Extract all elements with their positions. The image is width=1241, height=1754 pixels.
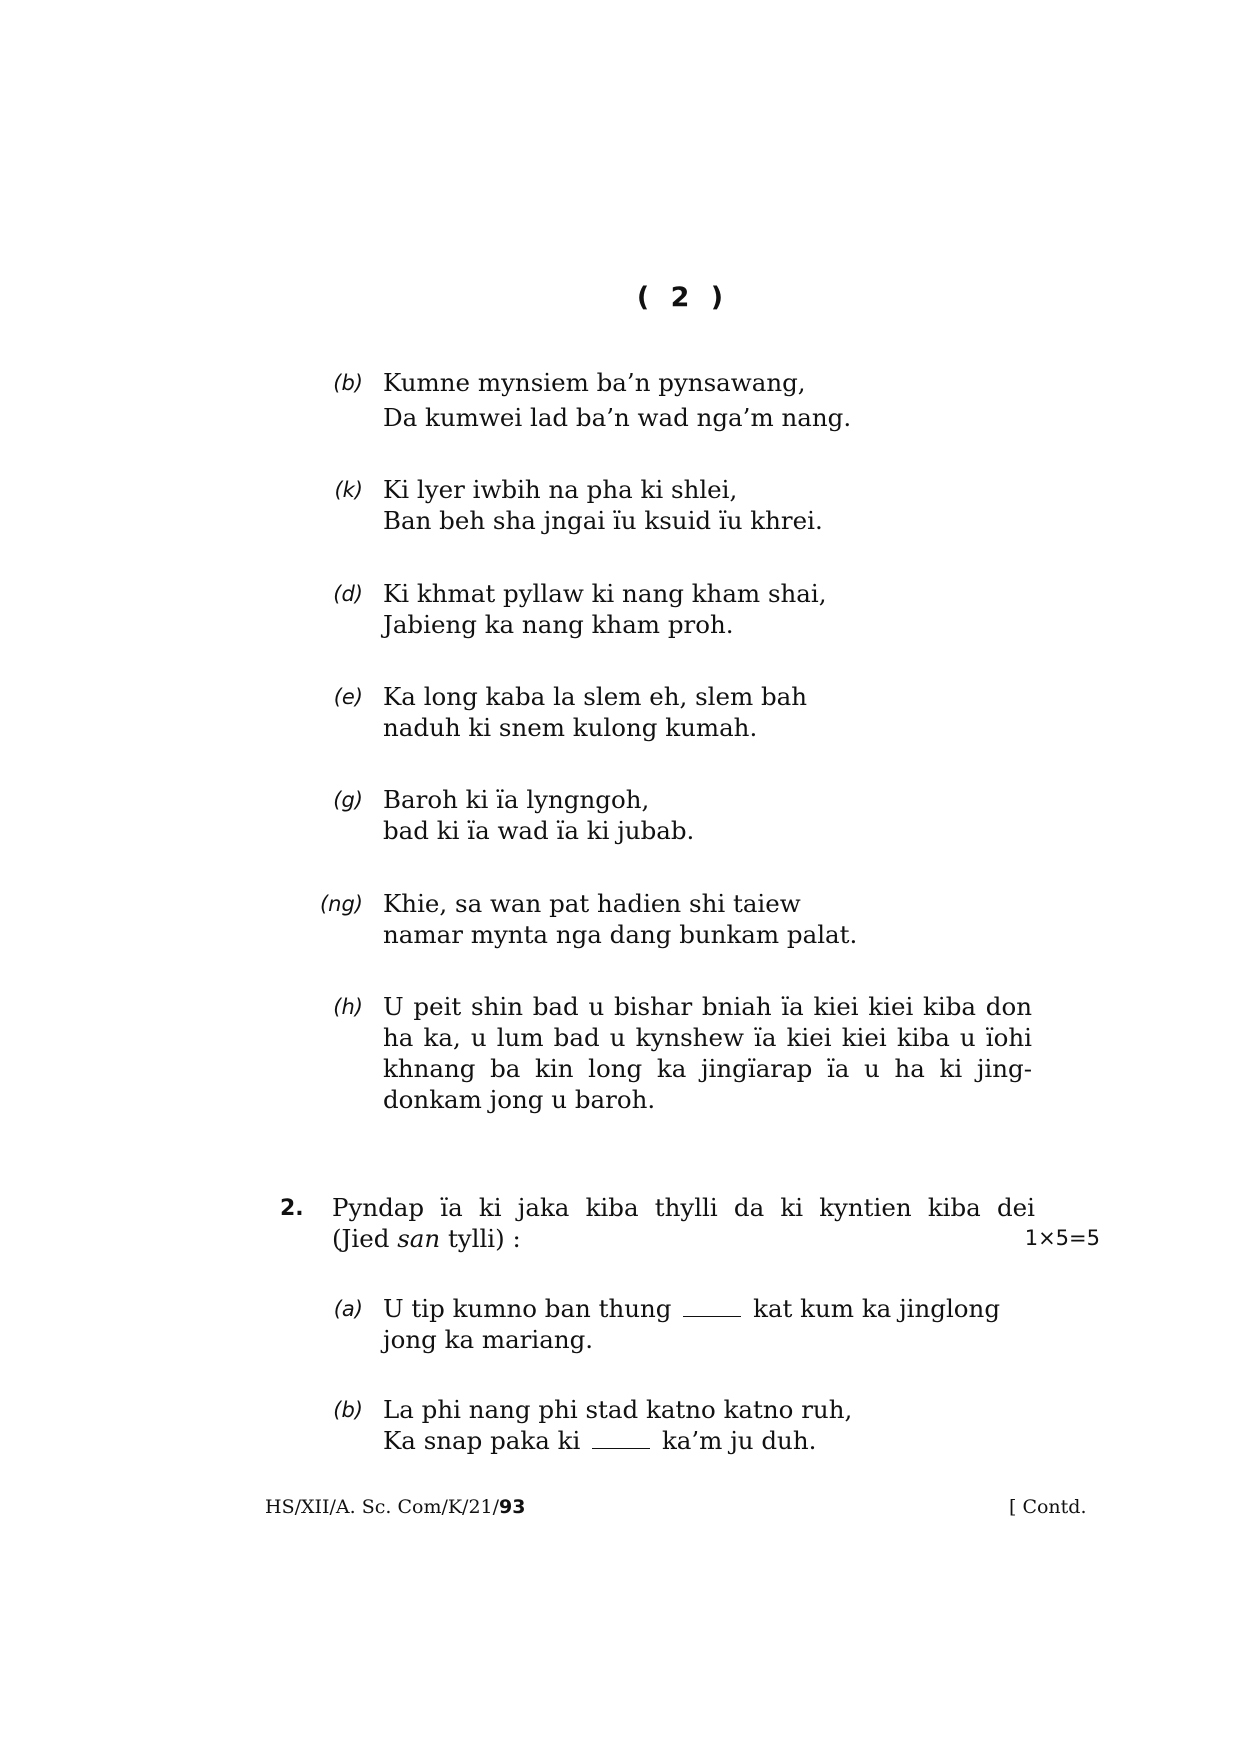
page-number: ( 2 ): [636, 282, 730, 313]
list-item: [316, 1293, 1032, 1355]
list-item: [316, 991, 1032, 1115]
list-item: [316, 367, 1032, 433]
item-marker: (h): [333, 995, 363, 1019]
item-line: naduh ki snem kulong kumah.: [383, 713, 758, 742]
marks-label: 1×5=5: [1024, 1226, 1100, 1250]
fill-text-after: kat kum ka jinglong: [753, 1294, 1001, 1323]
footer-code: [265, 1496, 525, 1518]
list-item: [316, 888, 1032, 950]
item-marker: (k): [334, 478, 363, 502]
item-line: bad ki ïa wad ïa ki jubab.: [383, 816, 695, 845]
item-marker: (e): [333, 685, 363, 709]
fill-in-blank: [683, 1298, 741, 1317]
item-line: [383, 1293, 1032, 1324]
fill-text-after: ka’m ju duh.: [661, 1426, 817, 1455]
item-marker: (d): [333, 582, 363, 606]
item-line: namar mynta nga dang bunkam palat.: [383, 920, 858, 949]
footer-code-number: 93: [499, 1496, 526, 1518]
instruction-prefix: (Jied: [332, 1224, 398, 1253]
question-text: Pyndap ïa ki jaka kiba thylli da ki kyntien kiba dei: [332, 1193, 1035, 1222]
list-item: [316, 578, 1032, 640]
item-line: Da kumwei lad ba’n wad nga’m nang.: [383, 403, 852, 432]
footer-code-text: HS/XII/A. Sc. Com/K/21/: [265, 1496, 500, 1518]
item-line: jong ka mariang.: [383, 1325, 594, 1354]
fill-text-before: U tip kumno ban thung: [383, 1294, 672, 1323]
item-line: [383, 1425, 1032, 1456]
item-line: ha ka, u lum bad u kynshew ïa kiei kiei kiba u ïohi: [383, 1023, 1032, 1052]
item-marker: (b): [333, 371, 363, 395]
list-item: [316, 681, 1032, 743]
item-line: U peit shin bad u bishar bniah ïa kiei kiei kiba don: [383, 992, 1032, 1021]
instruction-emphasis: san: [397, 1224, 441, 1253]
item-line: La phi nang phi stad katno katno ruh,: [383, 1395, 853, 1424]
fill-text-before: Ka snap paka ki: [383, 1426, 581, 1455]
question-2: [280, 1192, 1100, 1254]
instruction-suffix: tylli) :: [440, 1224, 521, 1253]
footer-contd: [ Contd.: [1009, 1496, 1087, 1518]
item-line: Kumne mynsiem ba’n pynsawang,: [383, 368, 806, 397]
question-instruction: [332, 1223, 1100, 1254]
list-item: [316, 1394, 1032, 1456]
item-line: Ka long kaba la slem eh, slem bah: [383, 682, 808, 711]
item-marker: (ng): [319, 892, 363, 916]
item-line: Ki khmat pyllaw ki nang kham shai,: [383, 579, 827, 608]
item-line: Khie, sa wan pat hadien shi taiew: [383, 889, 801, 918]
list-item: [316, 474, 1032, 536]
item-line: Ki lyer iwbih na pha ki shlei,: [383, 475, 738, 504]
item-line: donkam jong u baroh.: [383, 1085, 656, 1114]
list-item: [316, 784, 1032, 846]
item-marker: (g): [333, 788, 363, 812]
item-line: Jabieng ka nang kham proh.: [383, 610, 734, 639]
item-line: Baroh ki ïa lyngngoh,: [383, 785, 650, 814]
question-number: 2.: [280, 1196, 304, 1221]
item-marker: (b): [333, 1398, 363, 1422]
item-line: Ban beh sha jngai ïu ksuid ïu khrei.: [383, 506, 823, 535]
item-marker: (a): [333, 1297, 363, 1321]
fill-in-blank: [592, 1430, 650, 1449]
item-line: khnang ba kin long ka jingïarap ïa u ha ki jing-: [383, 1054, 1032, 1083]
